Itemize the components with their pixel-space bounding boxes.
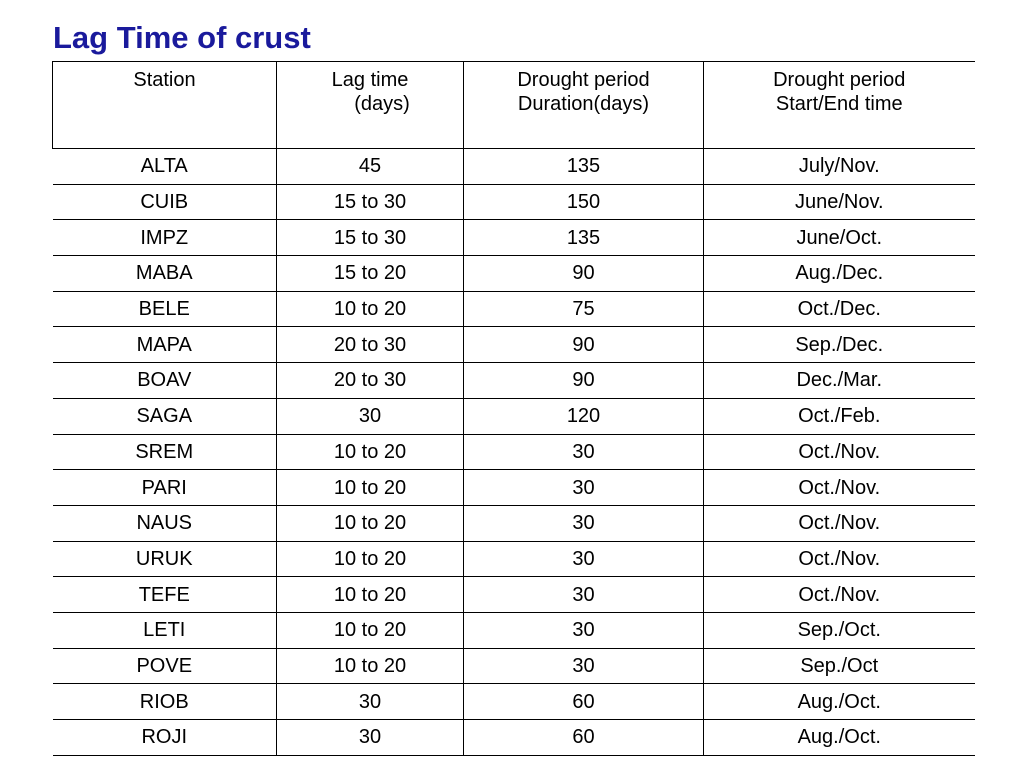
cell-drought-start-end: Sep./Dec. bbox=[704, 327, 975, 363]
table-row bbox=[53, 505, 975, 541]
header-drought-duration-line2: Duration(days) bbox=[517, 93, 650, 115]
table-row bbox=[53, 149, 975, 185]
cell-drought-duration: 30 bbox=[464, 541, 704, 577]
cell-lag-time: 30 bbox=[277, 398, 464, 434]
cell-drought-duration: 90 bbox=[464, 327, 704, 363]
header-drought-start-end-line1: Drought period bbox=[773, 69, 906, 91]
table-row bbox=[53, 220, 975, 256]
cell-station: LETI bbox=[53, 612, 277, 648]
cell-drought-start-end: Oct./Nov. bbox=[704, 541, 975, 577]
cell-drought-start-end: July/Nov. bbox=[704, 149, 975, 185]
cell-drought-start-end: Oct./Feb. bbox=[704, 398, 975, 434]
cell-drought-start-end: Dec./Mar. bbox=[704, 363, 975, 399]
cell-lag-time: 20 to 30 bbox=[277, 327, 464, 363]
table-row bbox=[53, 291, 975, 327]
cell-drought-start-end: June/Nov. bbox=[704, 184, 975, 220]
header-drought-duration-line1: Drought period bbox=[517, 69, 650, 91]
table-row bbox=[53, 684, 975, 720]
cell-drought-duration: 30 bbox=[464, 470, 704, 506]
cell-drought-duration: 150 bbox=[464, 184, 704, 220]
cell-station: ALTA bbox=[53, 149, 277, 185]
table-header bbox=[53, 62, 975, 149]
cell-drought-start-end: Oct./Nov. bbox=[704, 577, 975, 613]
table-row bbox=[53, 720, 975, 756]
cell-station: CUIB bbox=[53, 184, 277, 220]
cell-drought-duration: 90 bbox=[464, 256, 704, 292]
header-row bbox=[53, 62, 975, 149]
table-row bbox=[53, 327, 975, 363]
cell-lag-time: 45 bbox=[277, 149, 464, 185]
cell-drought-duration: 30 bbox=[464, 577, 704, 613]
cell-drought-duration: 120 bbox=[464, 398, 704, 434]
cell-station: MAPA bbox=[53, 327, 277, 363]
cell-drought-duration: 30 bbox=[464, 505, 704, 541]
table-row bbox=[53, 541, 975, 577]
cell-drought-duration: 135 bbox=[464, 220, 704, 256]
table-row bbox=[53, 470, 975, 506]
cell-station: ROJI bbox=[53, 720, 277, 756]
page-title: Lag Time of crust bbox=[53, 20, 311, 55]
header-drought-start-end-line2: Start/End time bbox=[775, 93, 903, 115]
table-row bbox=[53, 184, 975, 220]
cell-drought-duration: 90 bbox=[464, 363, 704, 399]
cell-drought-duration: 30 bbox=[464, 434, 704, 470]
cell-lag-time: 10 to 20 bbox=[277, 541, 464, 577]
table-row bbox=[53, 363, 975, 399]
table-row bbox=[53, 434, 975, 470]
cell-lag-time: 10 to 20 bbox=[277, 648, 464, 684]
cell-drought-start-end: Aug./Oct. bbox=[704, 720, 975, 756]
cell-drought-duration: 30 bbox=[464, 612, 704, 648]
cell-station: BOAV bbox=[53, 363, 277, 399]
cell-station: POVE bbox=[53, 648, 277, 684]
cell-station: URUK bbox=[53, 541, 277, 577]
table-row bbox=[53, 648, 975, 684]
cell-lag-time: 15 to 20 bbox=[277, 256, 464, 292]
cell-drought-duration: 135 bbox=[464, 149, 704, 185]
cell-lag-time: 10 to 20 bbox=[277, 434, 464, 470]
cell-lag-time: 10 to 20 bbox=[277, 577, 464, 613]
cell-drought-start-end: Aug./Dec. bbox=[704, 256, 975, 292]
table-body bbox=[53, 149, 975, 756]
cell-lag-time: 20 to 30 bbox=[277, 363, 464, 399]
cell-lag-time: 30 bbox=[277, 684, 464, 720]
table-row bbox=[53, 577, 975, 613]
cell-lag-time: 10 to 20 bbox=[277, 291, 464, 327]
table-row bbox=[53, 398, 975, 434]
cell-drought-start-end: Oct./Nov. bbox=[704, 470, 975, 506]
cell-drought-duration: 30 bbox=[464, 648, 704, 684]
cell-drought-start-end: Oct./Nov. bbox=[704, 505, 975, 541]
cell-station: TEFE bbox=[53, 577, 277, 613]
header-drought-duration bbox=[464, 62, 704, 149]
cell-lag-time: 15 to 30 bbox=[277, 220, 464, 256]
header-drought-start-end bbox=[704, 62, 975, 149]
cell-drought-start-end: Oct./Nov. bbox=[704, 434, 975, 470]
cell-station: PARI bbox=[53, 470, 277, 506]
cell-drought-start-end: Sep./Oct bbox=[704, 648, 975, 684]
header-lag-time-unit: (days) bbox=[354, 93, 410, 115]
cell-lag-time: 10 to 20 bbox=[277, 505, 464, 541]
cell-drought-start-end: Oct./Dec. bbox=[704, 291, 975, 327]
cell-station: MABA bbox=[53, 256, 277, 292]
cell-drought-start-end: Aug./Oct. bbox=[704, 684, 975, 720]
header-lag-time-label: Lag time bbox=[331, 69, 409, 91]
header-station bbox=[53, 62, 277, 149]
cell-drought-start-end: June/Oct. bbox=[704, 220, 975, 256]
cell-drought-duration: 60 bbox=[464, 684, 704, 720]
cell-station: IMPZ bbox=[53, 220, 277, 256]
cell-lag-time: 10 to 20 bbox=[277, 470, 464, 506]
header-lag-time bbox=[277, 62, 464, 149]
cell-station: SREM bbox=[53, 434, 277, 470]
cell-drought-duration: 60 bbox=[464, 720, 704, 756]
cell-station: BELE bbox=[53, 291, 277, 327]
cell-lag-time: 30 bbox=[277, 720, 464, 756]
cell-station: NAUS bbox=[53, 505, 277, 541]
cell-station: RIOB bbox=[53, 684, 277, 720]
cell-drought-start-end: Sep./Oct. bbox=[704, 612, 975, 648]
cell-lag-time: 15 to 30 bbox=[277, 184, 464, 220]
header-station-label: Station bbox=[133, 69, 196, 91]
cell-drought-duration: 75 bbox=[464, 291, 704, 327]
cell-station: SAGA bbox=[53, 398, 277, 434]
lag-time-table bbox=[52, 61, 975, 756]
table-row bbox=[53, 612, 975, 648]
cell-lag-time: 10 to 20 bbox=[277, 612, 464, 648]
table-row bbox=[53, 256, 975, 292]
